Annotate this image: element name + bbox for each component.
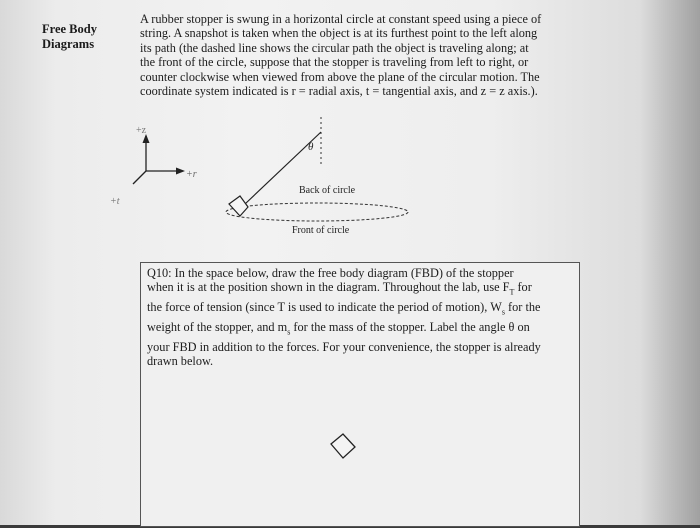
theta-label: θ [308, 141, 314, 153]
circular-path [226, 203, 408, 221]
section-label-line2: Diagrams [42, 37, 95, 51]
intro-line: counter clockwise when viewed from above the plane of the circular motion. The [140, 69, 540, 84]
intro-line: the front of the circle, suppose that the stopper is traveling from left to right, or [140, 55, 529, 70]
intro-paragraph [140, 12, 590, 98]
intro-line: its path (the dashed line shows the circular path the object is traveling along; at [140, 40, 529, 55]
question-line: Q10: In the space below, draw the free body diagram (FBD) of the stopper [147, 266, 514, 280]
answer-drawing-area[interactable] [141, 263, 581, 528]
back-of-circle-label: Back of circle [299, 185, 356, 196]
axis-t-label: +t [110, 196, 120, 207]
section-label-line1: Free Body [42, 22, 97, 36]
intro-line: coordinate system indicated is r = radial axis, t = tangential axis, and z = z axis.). [140, 84, 538, 99]
stopper-shape-answer [331, 434, 355, 458]
axis-t-line [133, 171, 146, 184]
question-line: the force of tension (since T is used to indicate the period of motion), $W_s$ for the [147, 300, 541, 317]
axis-r-label: +r [186, 169, 197, 180]
intro-line: string. A snapshot is taken when the object is at its furthest point to the left along [140, 26, 538, 41]
answer-box[interactable] [140, 262, 580, 527]
question-line: when it is at the position shown in the diagram. Throughout the lab, use $F_T$ for [147, 280, 532, 297]
coordinate-axes [110, 125, 197, 207]
question-line: drawn below. [147, 354, 214, 369]
question-line: weight of the stopper, and $m_s$ for the mass of the stopper. Label the angle θ on [147, 320, 530, 337]
section-label [42, 22, 132, 52]
front-of-circle-label: Front of circle [292, 225, 350, 236]
page-shadow [640, 0, 700, 525]
stopper-shape [229, 196, 248, 216]
stopper-diagram [100, 112, 430, 247]
intro-line: A rubber stopper is swung in a horizontal circle at constant speed using a piece of [140, 12, 542, 26]
question-line: your FBD in addition to the forces. For your convenience, the stopper is already [147, 339, 541, 354]
axis-r-arrowhead [176, 168, 185, 175]
axis-z-label: +z [136, 125, 147, 136]
